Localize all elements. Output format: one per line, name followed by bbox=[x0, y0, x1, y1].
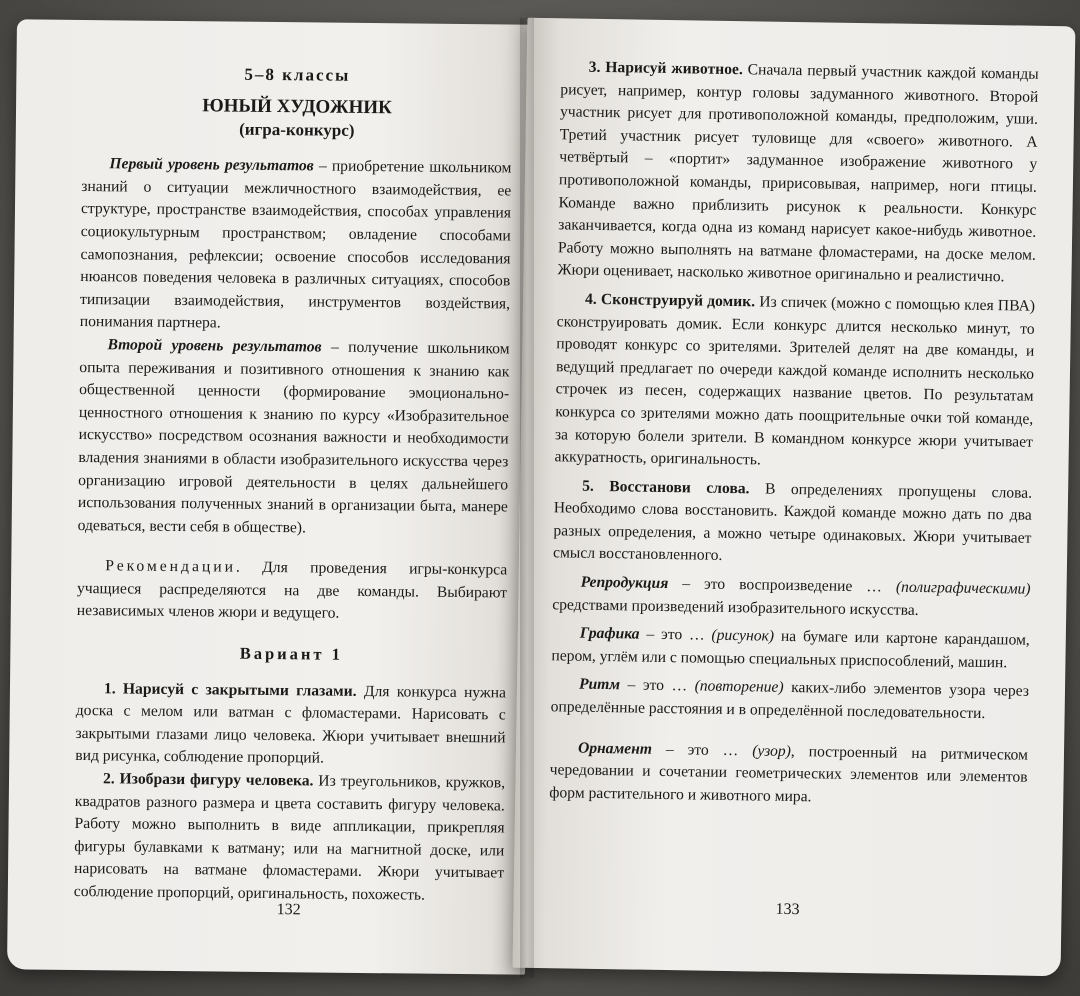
result2-label: Второй уровень результатов bbox=[107, 336, 322, 356]
result1-text: – приобретение школьником знаний о ситуации межличностного взаимодействия, ее структуре, пространстве взаимодействия, способах управления социокультурным пространством; овладение способами самопознания, рефлексии; освоение способов исследования нюансов поведения человека в различных ситуациях, способов типизации взаимодействия, инструментов воздействия, понимания партнера. bbox=[79, 157, 512, 332]
task1-paragraph bbox=[75, 678, 506, 773]
grade-heading: 5–8 классы bbox=[244, 64, 351, 85]
definition-reproduction bbox=[552, 571, 1031, 624]
task2-paragraph bbox=[74, 768, 505, 908]
definition-graphics bbox=[551, 622, 1030, 675]
left-page bbox=[7, 19, 535, 974]
def1-hint: (полиграфическими) bbox=[895, 578, 1031, 598]
def3-b: каких-либо элементов узора через определённые расстояния и в определённой последовательности. bbox=[550, 679, 1030, 723]
def3-hint: (повторение) bbox=[694, 677, 784, 697]
book-spine bbox=[520, 18, 534, 978]
left-page-number: 132 bbox=[276, 901, 301, 919]
task3-label: 3. Нарисуй животное. bbox=[588, 58, 743, 79]
def4-hint: (узор) bbox=[752, 742, 792, 760]
task3-paragraph bbox=[557, 56, 1038, 289]
recommend-label: Рекомендации bbox=[105, 557, 237, 576]
task5-text: В определениях пропущены слова. Необходимо слова восстановить. Каждой команде можно дать по два разных определения, а можно четыре одинаковых. Жюри учитывает смысл восстановленного. bbox=[552, 479, 1033, 565]
def1-term: Репродукция bbox=[580, 573, 669, 593]
game-title: ЮНЫЙ ХУДОЖНИК bbox=[202, 94, 392, 118]
def4-b: , построенный на ритмическом чередовании и сочетании геометрических элементов или элементов форм растительного и животного мира. bbox=[549, 742, 1029, 806]
def4-term: Орнамент bbox=[577, 739, 653, 758]
def2-term: Графика bbox=[579, 624, 640, 643]
right-page-number: 133 bbox=[775, 901, 800, 919]
recommend-paragraph bbox=[77, 555, 508, 627]
task4-text: Из спичек (можно с помощью клея ПВА) сконструировать домик. Если конкурс длится несколько минут, то проводят конкурс со зрителями. Зрителей делят на две команды, и ведущий предлагает по очереди каждой команде исполнить несколько строчек из песен, содержащих название цветов. По результатам конкурса со зрителями можно дать поощрительные очки той команде, за которую болели зрители. В командном конкурсе жюри учитывает аккуратность, оригинальность. bbox=[554, 293, 1036, 469]
definition-rhythm bbox=[550, 674, 1029, 727]
task2-label: 2. Изобрази фигуру человека. bbox=[102, 770, 314, 790]
result1-label: Первый уровень результатов bbox=[109, 155, 314, 175]
task5-label: 5. Восстанови слова. bbox=[582, 477, 750, 497]
def2-a: – это … bbox=[639, 625, 712, 644]
variant-heading: Вариант 1 bbox=[239, 643, 344, 664]
game-subtitle: (игра-конкурс) bbox=[239, 119, 355, 140]
task1-text: Для конкурса нужна доска с мелом или ватман с фломастерами. Нарисовать с закрытыми глазами лицо человека. Жюри учитывает внешний вид рисунка, соблюдение пропорций. bbox=[75, 682, 507, 768]
recommend-text: . Для проведения игры-конкурса учащиеся распределяются на две команды. Выбирают независимых членов жюри и ведущего. bbox=[76, 558, 508, 623]
task1-label: 1. Нарисуй с закрытыми глазами. bbox=[103, 679, 357, 700]
task3-text: Сначала первый участник каждой команды рисует, например, контур головы задуманного животного. Второй участник рисует для противоположной команды, предположим, уши. Третий участник рисует туловище для «своего» животного. А четвёртый – «портит» задуманное изображение животного у противоположной команды, пририсовывая, например, ноги птицы. Команде важно приблизить рисунок к реальности. Конкурс заканчивается, когда одна из команд нарисует какое-нибудь животное. Работу можно выполнять на ватмане фломастерами, на доске мелом. Жюри оценивает, насколько животное оригинально и реалистично. bbox=[557, 61, 1039, 286]
task5-paragraph bbox=[553, 475, 1032, 573]
def4-a: – это … bbox=[651, 740, 753, 760]
def1-b: средствами произведений изобразительного искусства. bbox=[552, 595, 919, 619]
def3-term: Ритм bbox=[578, 676, 621, 694]
task4-paragraph bbox=[554, 288, 1035, 476]
task2-text: Из треугольников, кружков, квадратов разного размера и цвета составить фигуру человека. Работу можно выполнить в виде аппликации, прикрепляя фигуры булавками к ватману; или на магнитной доске, или нарисовать на ватмане фломастерами. Жюри учитывает соблюдение пропорций, оригинальность, похожесть. bbox=[73, 772, 506, 904]
definition-ornament bbox=[549, 737, 1028, 812]
result1-paragraph bbox=[80, 153, 512, 338]
def1-a: – это воспроизведение … bbox=[668, 575, 897, 596]
result2-text: – получение школьником опыта переживания и позитивного отношения к знанию как общественной ценности (формирование эмоционально-ценностного отношения к знанию по курсу «Изобразительное искусство» посредством осознания важности и необходимости владения знаниями в области изобразительного искусства через организацию игровой деятельности в целях дальнейшего использования полученных знаний в организации быта, манере одеваться, вести себя в обществе). bbox=[77, 338, 510, 537]
result2-paragraph bbox=[78, 334, 510, 542]
right-page bbox=[513, 18, 1076, 976]
task4-label: 4. Сконструируй домик. bbox=[584, 290, 756, 311]
def2-hint: (рисунок) bbox=[711, 626, 775, 645]
def2-b: на бумаге или картоне карандашом, пером, углём или с помощью специальных приспособлений, машин. bbox=[551, 627, 1030, 672]
def3-a: – это … bbox=[619, 676, 695, 695]
